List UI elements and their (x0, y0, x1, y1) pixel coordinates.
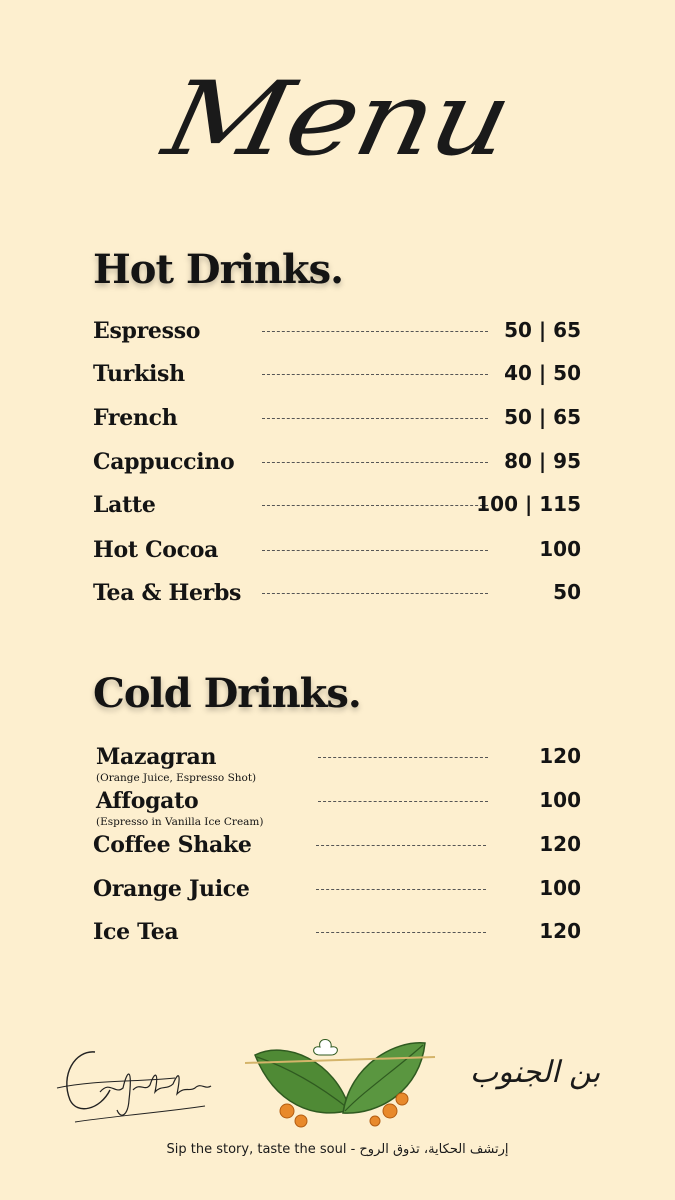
menu-item-hot-cocoa (0, 537, 675, 577)
menu-item-cappuccino (0, 449, 675, 489)
item-price: 50 | 65 (504, 405, 581, 429)
menu-item-tea-herbs (0, 580, 675, 620)
item-price: 80 | 95 (504, 449, 581, 473)
menu-item-espresso (0, 318, 675, 358)
item-price: 120 (539, 832, 581, 856)
item-name: Latte (93, 492, 156, 518)
menu-title-text: Menu (154, 60, 521, 179)
cold-drinks-heading: Cold Drinks. (93, 670, 361, 717)
item-description: (Orange Juice, Espresso Shot) (96, 772, 257, 784)
hot-drinks-heading: Hot Drinks. (93, 246, 344, 293)
menu-item-french (0, 405, 675, 445)
menu-title (0, 40, 675, 200)
menu-item-orange-juice (0, 876, 675, 916)
menu-item-coffee-shake (0, 832, 675, 872)
menu-item-mazagran (0, 744, 675, 784)
item-name: Coffee Shake (93, 832, 252, 858)
item-name: Turkish (93, 361, 185, 387)
dotted-leader (262, 462, 488, 463)
item-name: Hot Cocoa (93, 537, 219, 563)
dotted-leader (262, 331, 488, 332)
item-price: 100 (539, 788, 581, 812)
menu-item-latte (0, 492, 675, 532)
item-description: (Espresso in Vanilla Ice Cream) (96, 816, 264, 828)
cafedelsur-logo (55, 1030, 225, 1130)
item-name: Tea & Herbs (93, 580, 242, 606)
tagline: Sip the story, taste the soul - إرتشف الحكاية، تذوق الروح (166, 1142, 509, 1157)
dotted-leader (318, 801, 488, 802)
item-price: 120 (539, 744, 581, 768)
item-name: Affogato (96, 788, 199, 814)
menu-item-turkish (0, 361, 675, 401)
arabic-logo: بن الجنوب (469, 1055, 601, 1090)
dotted-leader (262, 505, 488, 506)
dotted-leader (262, 593, 488, 594)
item-price: 100 | 115 (476, 492, 581, 516)
item-price: 50 (553, 580, 581, 604)
item-name: French (93, 405, 178, 431)
menu-item-affogato (0, 788, 675, 828)
item-name: Cappuccino (93, 449, 235, 475)
dotted-leader (262, 418, 488, 419)
dotted-leader (316, 932, 486, 933)
dotted-leader (262, 550, 488, 551)
coffee-leaves-icon (245, 1035, 445, 1135)
item-name: Ice Tea (93, 919, 179, 945)
item-price: 100 (539, 876, 581, 900)
dotted-leader (262, 374, 488, 375)
item-price: 50 | 65 (504, 318, 581, 342)
dotted-leader (316, 889, 486, 890)
dotted-leader (318, 757, 488, 758)
menu-item-ice-tea (0, 919, 675, 959)
dotted-leader (316, 845, 486, 846)
item-name: Mazagran (96, 744, 217, 770)
item-price: 100 (539, 537, 581, 561)
item-price: 40 | 50 (504, 361, 581, 385)
item-name: Espresso (93, 318, 201, 344)
item-name: Orange Juice (93, 876, 250, 902)
item-price: 120 (539, 919, 581, 943)
